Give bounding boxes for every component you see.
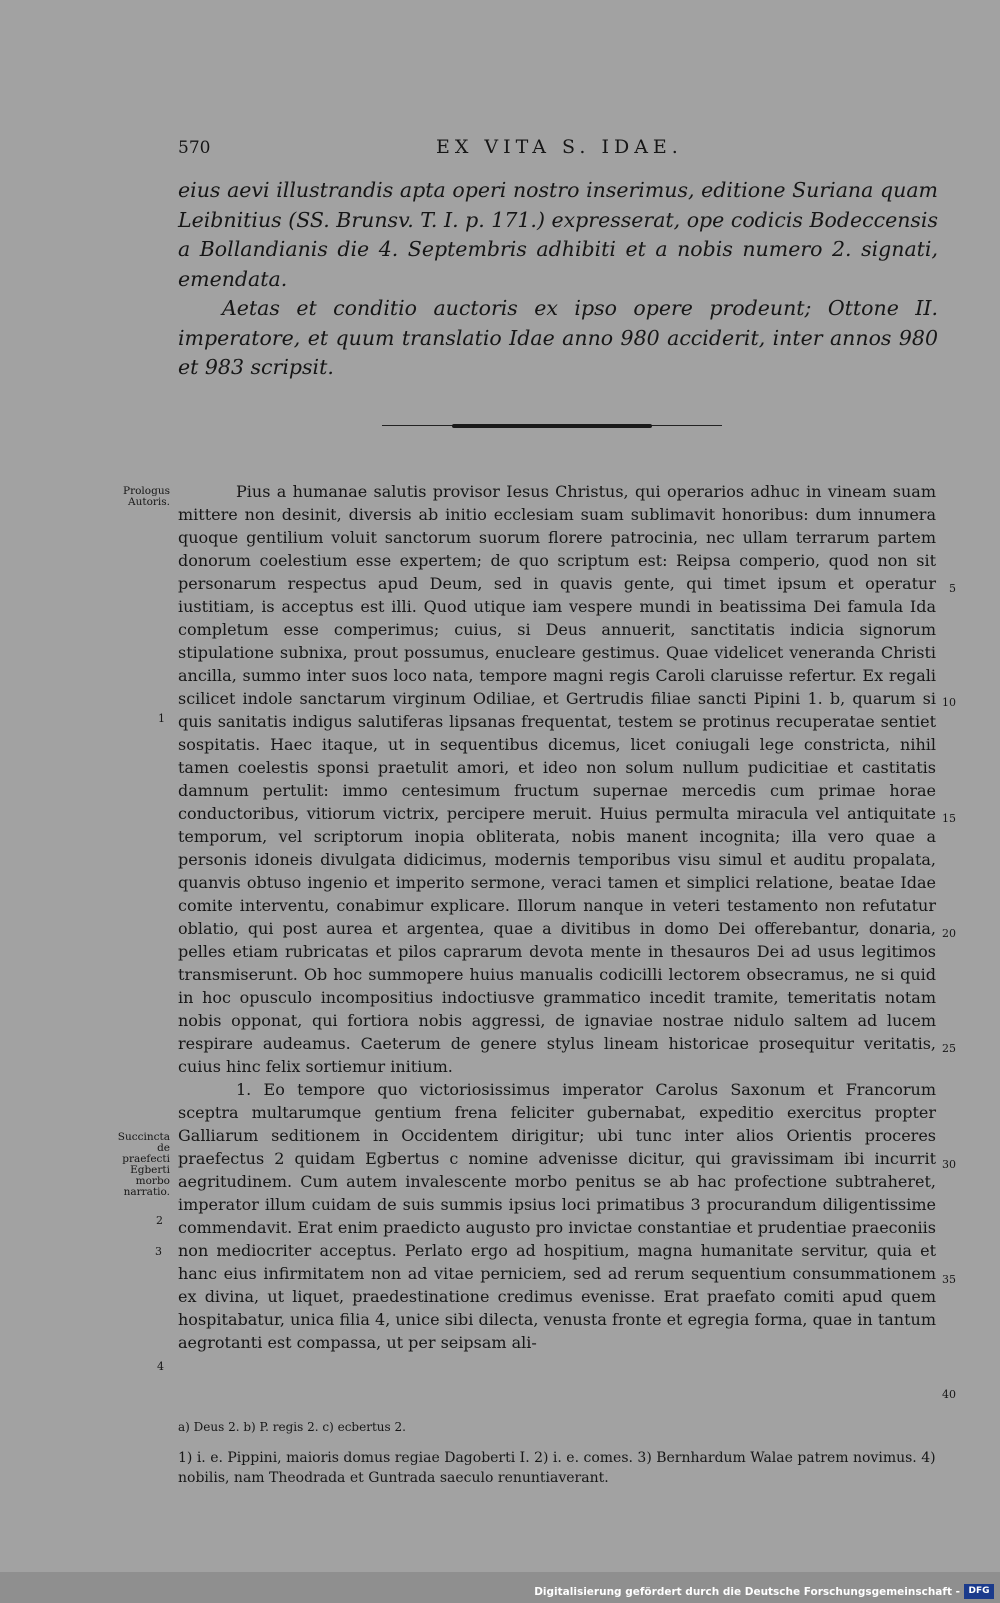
page-number: 570 xyxy=(178,138,211,158)
line-number: 20 xyxy=(942,927,956,940)
side-note-narratio: Succincta de praefecti Egberti morbo narratio. xyxy=(117,1131,170,1198)
line-number: 30 xyxy=(942,1158,956,1171)
prologue-paragraph: Pius a humanae salutis provisor Iesus Christus, qui operarios adhuc in vineam suam mittere non desinit, diversis ab initio ecclesiam suam sublimavit honoribus: dum innumera quoque gentilium voluit sanctorum suorum florere patrocinia, nec ullam terrarum partem donorum coelestium esse expertem; de quo scriptum est: Reipsa comperio, quod non sit personarum respectus apud Deum, sed in quavis gente, qui timet ipsum et operatur iustitiam, is acceptus est illi. Quod utique iam vespere mundi in beatissima Dei famula Ida completum esse comperimus; cuius, si Deus annuerit, sanctitatis indicia signorum stipulatione subnixa, prout possumus, enucleare gestimus. Quae videlicet veneranda Christi ancilla, summo inter suos loco nata, tempore magni regis Caroli claruisse refertur. Ex regali scilicet indole sanctarum virginum Odiliae, et Gertrudis filiae sancti Pipini 1. b, quarum si quis sanitatis indigus salutiferas lipsanas frequentat, testem se protinus recuperatae sentiet sospitatis. Haec itaque, ut in sequentibus dicemus, licet coniugali lege constricta, nihil tamen coelestis sponsi praetulit amori, et ideo non solum nullum pudicitiae et castitatis damnum pertulit: immo centesimum fructum supernae mercedis cum primae horae conductoribus, vitiorum victrix, percipere meruit. Huius permulta miracula vel antiquitate temporum, vel scriptorum inopia obliterata, nobis manent incognita; illa vero quae a personis idoneis divulgata didicimus, modernis temporibus visu simul et auditu propalata, quanvis obtuso ingenio et imperito sermone, veraci tamen et simplici relatione, beatae Idae comite interventu, conabimur explicare. Illorum nanque in veteri testamento non refutatur oblatio, qui post aurea et argentea, quae a divitibus in domo Dei offerebantur, donaria, pelles etiam rubricatas et pilos caprarum devota mente in thesauros Dei ad usus legitimos transmiserunt. Ob hoc summopere huius manualis codicilli lectorem obsecramus, ne si quid in hoc opusculo incompositius indoctiusve grammatico incedit tramite, temeritatis notam nobis opponat, qui fortiora nobis aggressi, de ignaviae nostrae nidulo saltem ad lucem respirare audeamus. Caeterum de genere stylus lineam historicae prosequitur veritatis, cuius hinc felix sortiemur initium. xyxy=(178,482,936,1076)
line-number: 25 xyxy=(942,1042,956,1055)
note-marker: 3 xyxy=(155,1245,162,1258)
running-title: EX VITA S. IDAE. xyxy=(436,136,683,158)
line-number: 15 xyxy=(942,812,956,825)
section-divider xyxy=(382,424,722,428)
intro-paragraph: eius aevi illustrandis apta operi nostro inserimus, editione Suriana quam Leibnitius (SS. Brunsv. T. I. p. 171.) expresserat, ope codicis Bodeccensis a Bollandianis die 4. Septembris adhibiti et a nobis numero 2. signati, emendata. xyxy=(178,178,938,291)
digitization-notice: Digitalisierung gefördert durch die Deutsche Forschungsgemeinschaft - xyxy=(534,1586,960,1598)
line-number: 35 xyxy=(942,1273,956,1286)
line-number: 5 xyxy=(949,582,956,595)
note-marker: 2 xyxy=(156,1214,163,1227)
note-marker: 4 xyxy=(157,1360,164,1373)
footnotes-commentary: 1) i. e. Pippini, maioris domus regiae Dagoberti I. 2) i. e. comes. 3) Bernhardum Walae patrem novimus. 4) nobilis, nam Theodrada et Guntrada saeculo renuntiaverant. xyxy=(178,1450,936,1486)
footnotes-variants: a) Deus 2. b) P. regis 2. c) ecbertus 2. xyxy=(178,1420,406,1434)
chapter-1-paragraph: 1. Eo tempore quo victoriosissimus imperator Carolus Saxonum et Francorum sceptra multarumque gentium frena feliciter gubernabat, expeditio exercitus propter Galliarum seditionem in Occidentem dirigitur; ubi tunc inter alios Orientis proceres praefectus 2 quidam Egbertus c nomine advenisse dicitur, qui gravissimam ibi incurrit aegritudinem. Cum autem invalescente morbo penitus se ab hac profectione subtraheret, imperator illum cuidam de suis summis ipsius loci primatibus 3 procurandum diligentissime commendavit. Erat enim praedicto augusto pro invictae constantiae et prudentiae praeconiis non mediocriter acceptus. Perlato ergo ad hospitium, magna humanitate servitur, quia et hanc eius infirmitatem non ad vitae perniciem, sed ad rerum sequentium consummationem ex divina, ut liquet, praedestinatione credimus evenisse. Erat praefato comiti apud quem hospitabatur, unica filia 4, unice sibi dilecta, venusta fronte et egregia forma, quae in tantum aegrotanti est compassa, ut per seipsam ali- xyxy=(178,1080,936,1352)
dfg-logo-icon[interactable]: DFG xyxy=(964,1584,994,1599)
line-number: 40 xyxy=(942,1388,956,1401)
side-note-prologus: Prologus Autoris. xyxy=(123,485,170,508)
intro-paragraph: Aetas et conditio auctoris ex ipso opere prodeunt; Ottone II. imperatore, et quum translatio Idae anno 980 acciderit, inter annos 980 et 983 scripsit. xyxy=(178,296,938,379)
main-text xyxy=(178,480,936,1354)
introduction xyxy=(178,176,938,383)
line-number: 10 xyxy=(942,696,956,709)
note-marker: 1 xyxy=(158,712,165,725)
